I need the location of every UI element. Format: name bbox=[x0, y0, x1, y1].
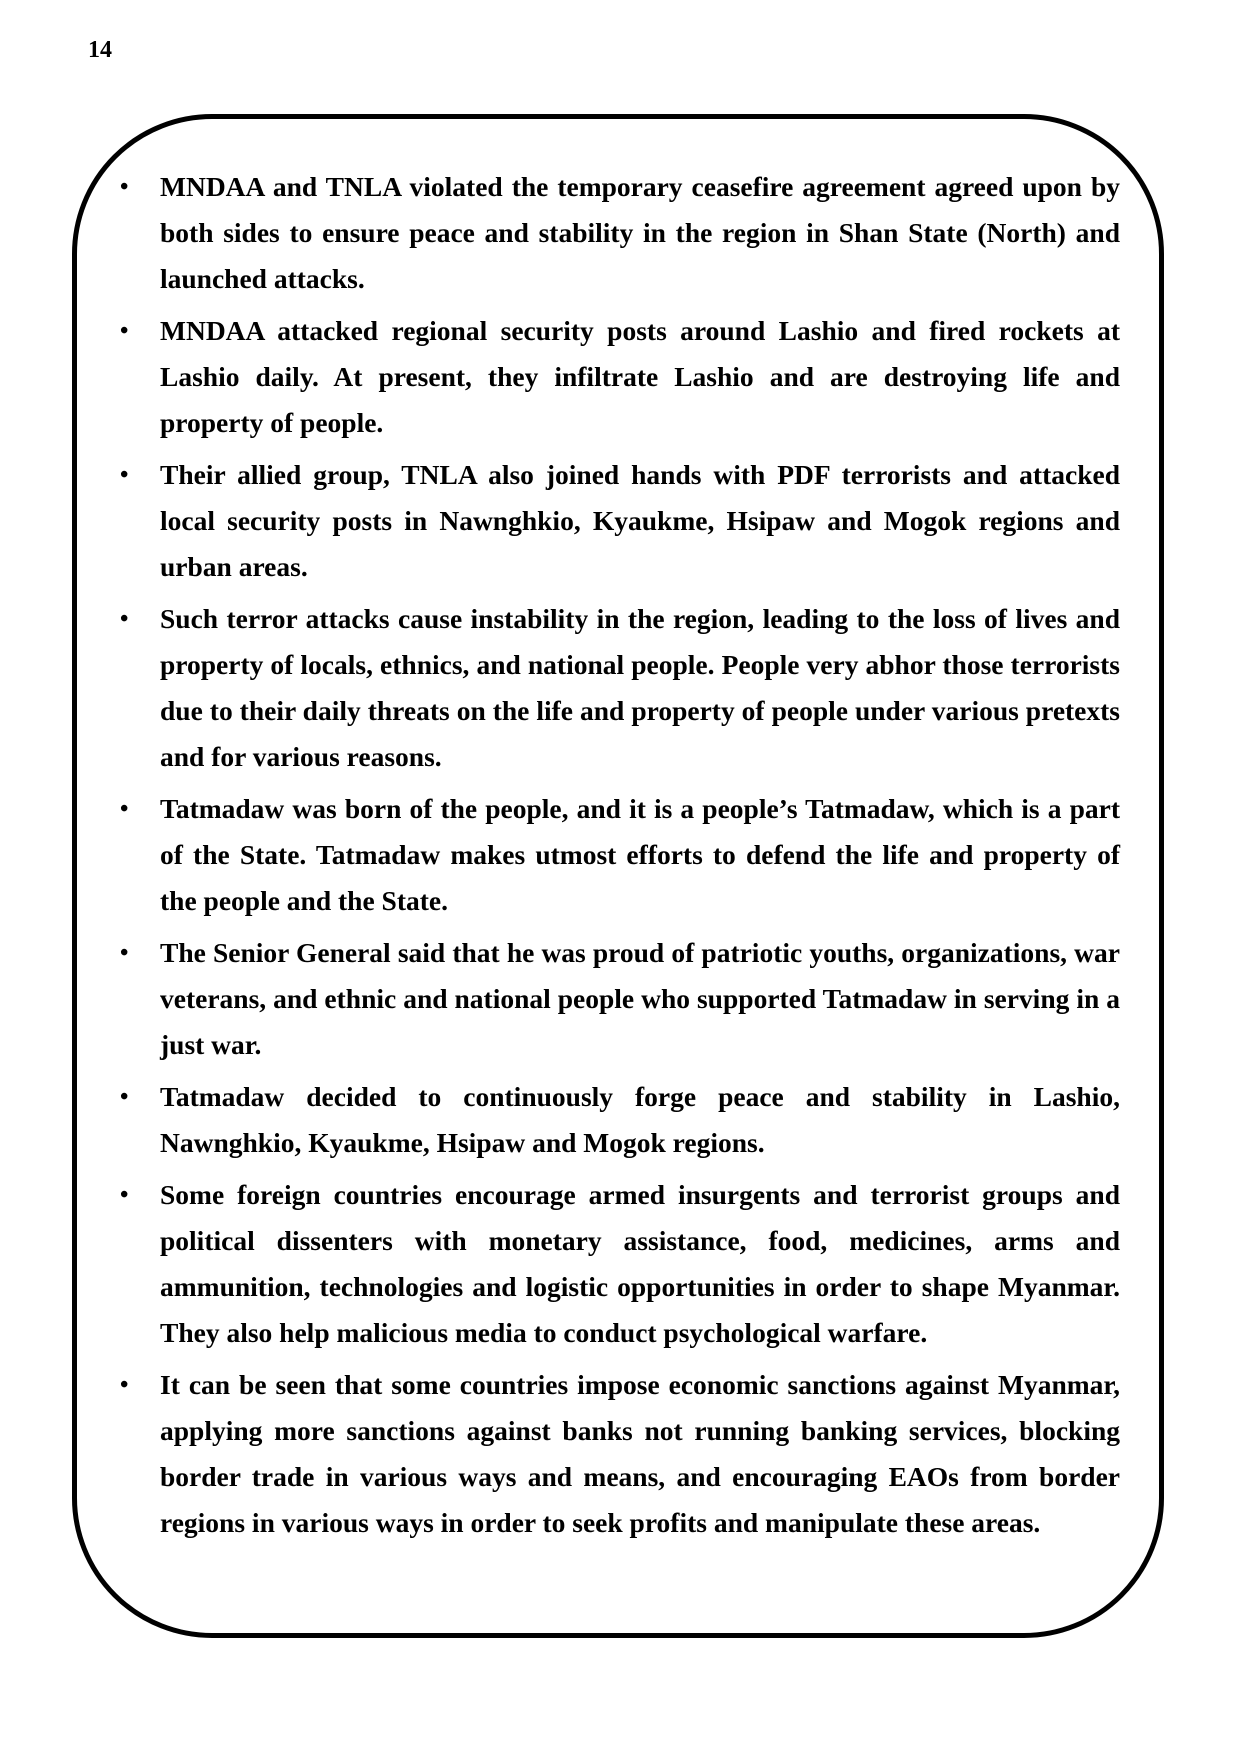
bullet-dot-icon: • bbox=[120, 1372, 129, 1398]
bullet-dot-icon: • bbox=[120, 318, 129, 344]
page-number: 14 bbox=[88, 37, 112, 63]
bullet-item bbox=[112, 786, 1120, 924]
bullet-dot-icon: • bbox=[120, 1182, 129, 1208]
bullet-item bbox=[112, 1074, 1120, 1166]
bullet-dot-icon: • bbox=[120, 1084, 129, 1110]
bullet-item bbox=[112, 596, 1120, 780]
bullet-text: Tatmadaw decided to continuously forge peace and stability in Lashio, Nawnghkio, Kyaukme, Hsipaw and Mogok regions. bbox=[160, 1081, 1120, 1158]
bullet-item bbox=[112, 1172, 1120, 1356]
bullet-dot-icon: • bbox=[120, 796, 129, 822]
bullet-item bbox=[112, 164, 1120, 302]
bullet-text: It can be seen that some countries impose economic sanctions against Myanmar, applying more sanctions against banks not running banking services, blocking border trade in various ways and means, and encouraging EAOs from border regions in various ways in order to seek profits and manipulate these areas. bbox=[160, 1369, 1120, 1538]
bullet-dot-icon: • bbox=[120, 940, 129, 966]
bullet-text: Their allied group, TNLA also joined hands with PDF terrorists and attacked local security posts in Nawnghkio, Kyaukme, Hsipaw and Mogok regions and urban areas. bbox=[160, 459, 1120, 582]
bullet-item bbox=[112, 308, 1120, 446]
bullet-text: Tatmadaw was born of the people, and it is a people’s Tatmadaw, which is a part of the State. Tatmadaw makes utmost efforts to defend the life and property of the people and the State. bbox=[160, 793, 1120, 916]
bullet-item bbox=[112, 1362, 1120, 1546]
bullet-text: The Senior General said that he was proud of patriotic youths, organizations, war veterans, and ethnic and national people who supported Tatmadaw in serving in a just war. bbox=[160, 937, 1120, 1060]
bullet-text: MNDAA attacked regional security posts around Lashio and fired rockets at Lashio daily. At present, they infiltrate Lashio and are destroying life and property of people. bbox=[160, 315, 1120, 438]
bullet-dot-icon: • bbox=[120, 606, 129, 632]
bullet-text: Some foreign countries encourage armed insurgents and terrorist groups and political dissenters with monetary assistance, food, medicines, arms and ammunition, technologies and logistic opportunities in order to shape Myanmar. They also help malicious media to conduct psychological warfare. bbox=[160, 1179, 1120, 1348]
bullet-text: Such terror attacks cause instability in the region, leading to the loss of lives and property of locals, ethnics, and national people. People very abhor those terrorists due to their daily threats on the life and property of people under various pretexts and for various reasons. bbox=[160, 603, 1120, 772]
bullet-dot-icon: • bbox=[120, 174, 129, 200]
bullet-dot-icon: • bbox=[120, 462, 129, 488]
bullet-item bbox=[112, 930, 1120, 1068]
bullet-item bbox=[112, 452, 1120, 590]
bullet-list bbox=[112, 164, 1120, 1552]
bullet-text: MNDAA and TNLA violated the temporary ceasefire agreement agreed upon by both sides to ensure peace and stability in the region in Shan State (North) and launched attacks. bbox=[160, 171, 1120, 294]
